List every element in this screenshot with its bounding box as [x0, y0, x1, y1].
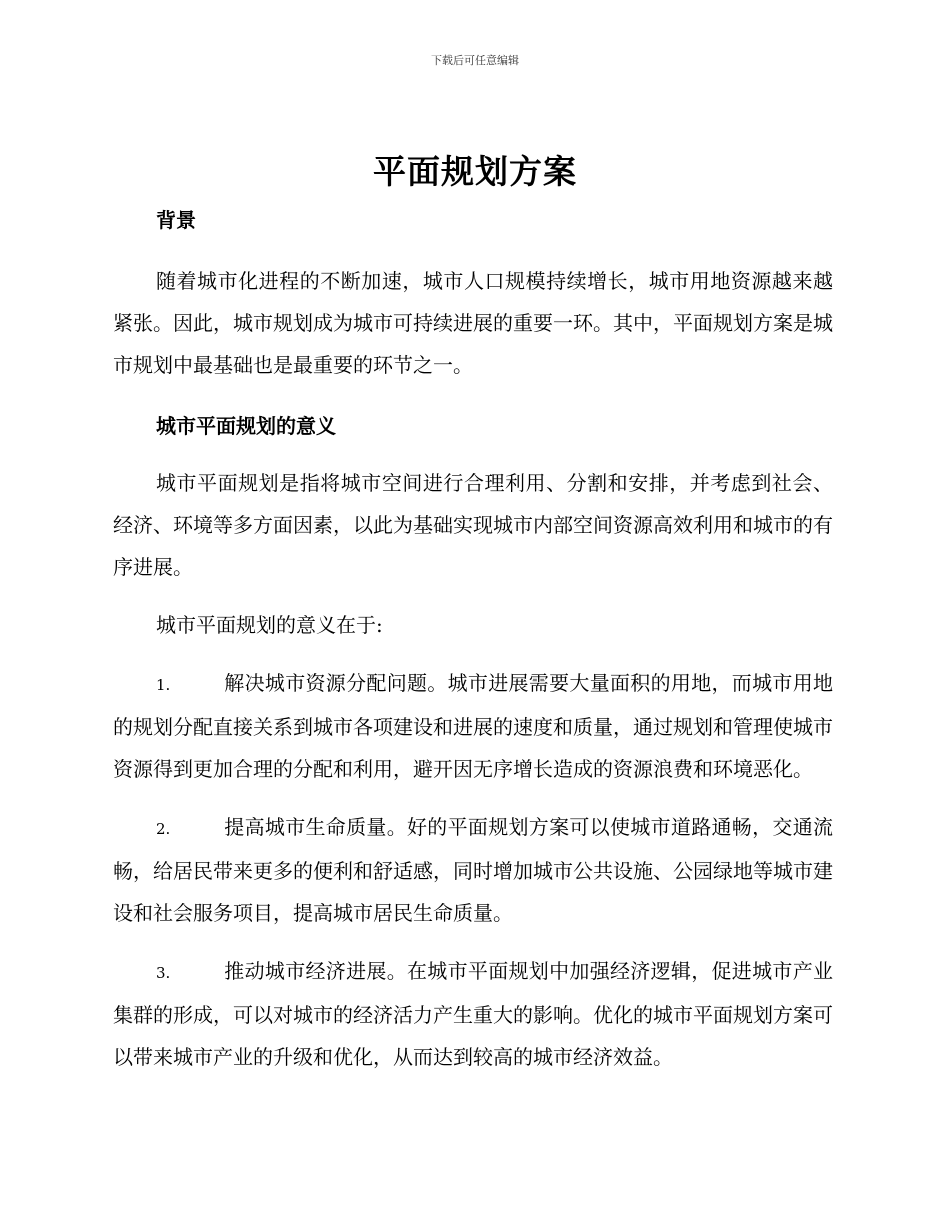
document-body — [113, 200, 833, 1078]
significance-paragraph: 城市平面规划是指将城市空间进行合理利用、分割和安排，并考虑到社会、经济、环境等多方面因素，以此为基础实现城市内部空间资源高效利用和城市的有序进展。 — [113, 471, 833, 579]
list-item-text: 推动城市经济进展。在城市平面规划中加强经济逻辑，促进城市产业集群的形成，可以对城市的经济活力产生重大的影响。优化的城市平面规划方案可以带来城市产业的升级和优化，从而达到较高的城市经济效益。 — [113, 959, 833, 1069]
section-heading-significance: 城市平面规划的意义 — [156, 414, 336, 438]
header-note: 下载后可任意编辑 — [431, 54, 519, 67]
list-item — [113, 806, 833, 934]
section-heading-background: 背景 — [156, 208, 196, 232]
background-paragraph: 随着城市化进程的不断加速，城市人口规模持续增长，城市用地资源越来越紧张。因此，城市规划成为城市可持续进展的重要一环。其中，平面规划方案是城市规划中最基础也是最重要的环节之一。 — [113, 269, 833, 377]
list-item-number: 1. — [156, 676, 171, 694]
list-item-number: 3. — [156, 964, 171, 982]
list-item — [113, 662, 833, 790]
significance-intro: 城市平面规划的意义在于: — [156, 613, 383, 637]
list-item-number: 2. — [156, 820, 171, 838]
page-title: 平面规划方案 — [373, 152, 577, 191]
list-item — [113, 950, 833, 1078]
list-item-text: 提高城市生命质量。好的平面规划方案可以使城市道路通畅，交通流畅，给居民带来更多的便利和舒适感，同时增加城市公共设施、公园绿地等城市建设和社会服务项目，提高城市居民生命质量。 — [113, 815, 833, 925]
list-item-text: 解决城市资源分配问题。城市进展需要大量面积的用地，而城市用地的规划分配直接关系到城市各项建设和进展的速度和质量，通过规划和管理使城市资源得到更加合理的分配和利用，避开因无序增长造成的资源浪费和环境恶化。 — [113, 671, 833, 781]
